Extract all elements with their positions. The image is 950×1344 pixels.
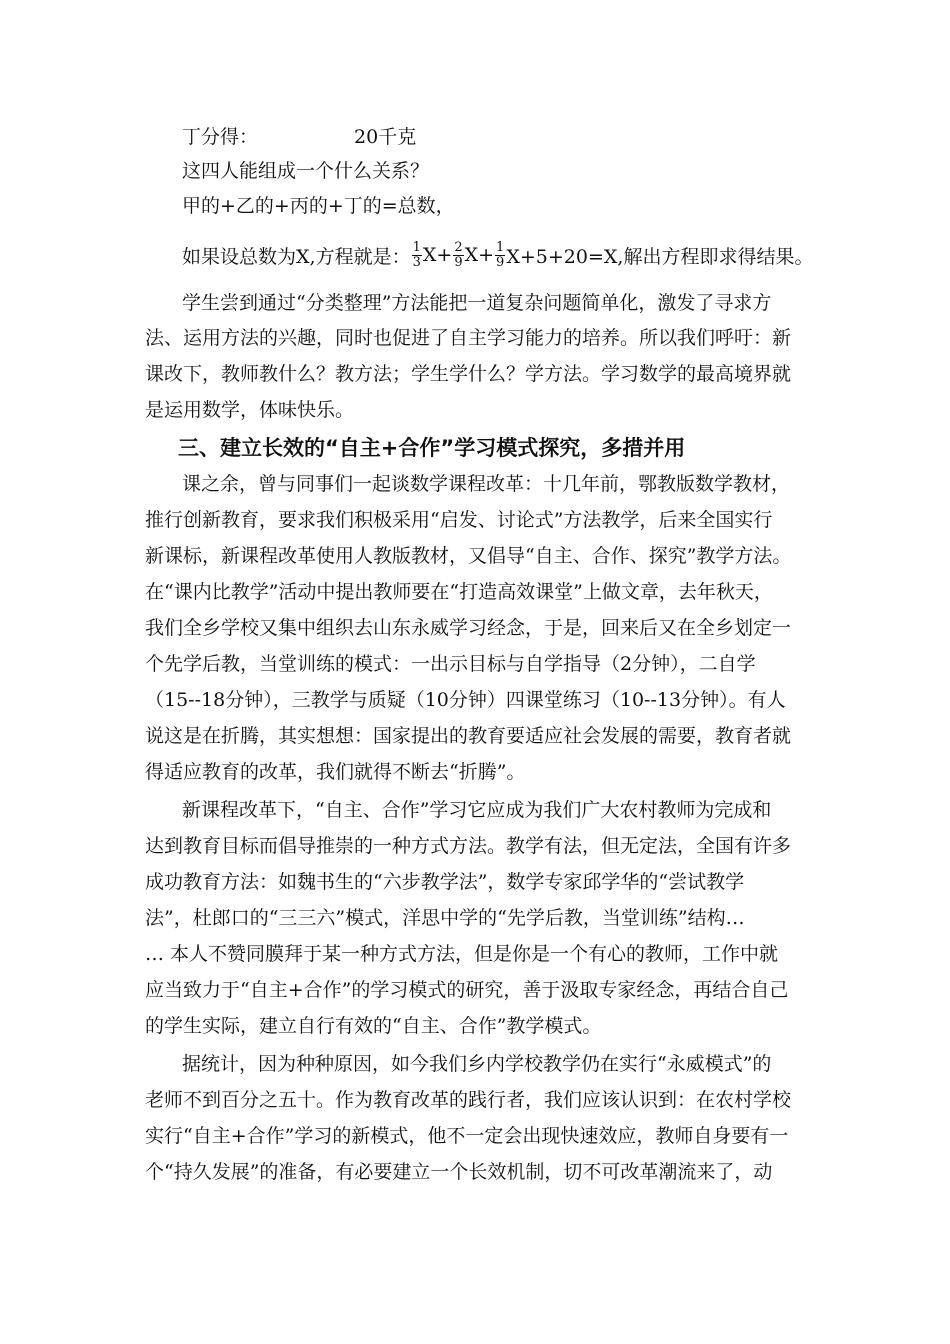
para2-line: 课之余，曾与同事们一起谈数学课程改革：十几年前，鄂教版数学教材， xyxy=(182,473,791,495)
ding-share-value: 20千克 xyxy=(354,126,417,148)
para4-line: 实行“自主+合作”学习的新模式，他不一定会出现快速效应，教师自身要有一 xyxy=(145,1125,789,1147)
para2-line: 说这是在折腾，其实想想：国家提出的教育要适应社会发展的需要，教育者就 xyxy=(145,725,792,747)
fraction-numerator: 2 xyxy=(454,239,463,255)
equation-line xyxy=(182,233,813,277)
fraction-denominator: 9 xyxy=(496,254,505,270)
relation-question: 这四人能组成一个什么关系？ xyxy=(182,160,430,182)
para3-line: 新课程改革下，“自主、合作”学习它应成为我们广大农村教师为完成和 xyxy=(182,799,772,821)
fraction-denominator: 3 xyxy=(412,254,421,270)
para4-line: 个“持久发展”的准备，有必要建立一个长效机制，切不可改革潮流来了，动 xyxy=(145,1161,773,1183)
fraction-denominator: 9 xyxy=(454,254,463,270)
section-heading: 三、建立长效的“自主+合作”学习模式探究，多措并用 xyxy=(178,436,686,460)
para2-line: 个先学后教，当堂训练的模式：一出示目标与自学指导（2分钟），二自学 xyxy=(145,653,756,675)
para4-line: 老师不到百分之五十。作为教育改革的践行者，我们应该认识到：在农村学校 xyxy=(145,1089,792,1111)
fraction-one-third xyxy=(412,241,422,270)
para2-line: 得适应教育的改革，我们就得不断去“折腾”。 xyxy=(145,761,526,783)
ding-share-label: 丁分得： xyxy=(182,126,259,148)
para4-line: 据统计，因为种种原因，如今我们乡内学校教学仍在实行“永威模式”的 xyxy=(182,1053,772,1075)
para3-line: 成功教育方法：如魏书生的“六步教学法”，数学专家邱学华的“尝试教学 xyxy=(145,871,745,893)
fraction-one-ninth xyxy=(495,241,505,270)
para1-line: 是运用数学，体味快乐。 xyxy=(145,399,355,421)
para3-line: … 本人不赞同膜拜于某一种方式方法，但是你是一个有心的教师，工作中就 xyxy=(145,943,779,965)
para2-line: 新课标，新课程改革使用人教版教材，又倡导“自主、合作、探究”教学方法。 xyxy=(145,545,792,567)
equation-term-suffix: X+ xyxy=(422,244,453,266)
para1-line: 学生尝到通过“分类整理”方法能把一道复杂问题简单化，激发了寻求方 xyxy=(182,292,772,314)
equation-prefix: 如果设总数为X,方程就是： xyxy=(182,245,411,268)
para1-line: 法、运用方法的兴趣，同时也促进了自主学习能力的培养。所以我们呼吁：新 xyxy=(145,327,792,349)
para3-line: 达到教育目标而倡导推崇的一种方式方法。教学有法，但无定法，全国有许多 xyxy=(145,835,792,857)
para2-line: （15--18分钟），三教学与质疑（10分钟）四课堂练习（10--13分钟）。有人 xyxy=(145,689,786,711)
ding-share-line xyxy=(182,123,416,151)
fraction-numerator: 1 xyxy=(496,239,505,255)
fraction-two-ninths xyxy=(453,241,463,270)
equation-term-suffix: X+ xyxy=(464,244,495,266)
sum-relation: 甲的+乙的+丙的+丁的=总数， xyxy=(182,195,455,217)
fraction-numerator: 1 xyxy=(412,239,421,255)
para3-line: 的学生实际，建立自行有效的“自主、合作”教学模式。 xyxy=(145,1015,602,1037)
para2-line: 推行创新教育，要求我们积极采用“启发、讨论式”方法教学，后来全国实行 xyxy=(145,509,773,531)
para2-line: 在“课内比教学”活动中提出教师要在“打造高效课堂”上做文章，去年秋天， xyxy=(145,581,773,603)
para1-line: 课改下，教师教什么？教方法；学生学什么？学方法。学习数学的最高境界就 xyxy=(145,363,792,385)
equation-term-suffix: X+5+20=X,解出方程即求得结果。 xyxy=(506,245,814,268)
para3-line: 应当致力于“自主+合作”的学习模式的研究，善于汲取专家经念，再结合自己 xyxy=(145,979,789,1001)
para2-line: 我们全乡学校又集中组织去山东永威学习经念，于是，回来后又在全乡划定一 xyxy=(145,617,792,639)
para3-line: 法”，杜郎口的“三三六”模式，洋思中学的“先学后教，当堂训练”结构… xyxy=(145,907,745,929)
